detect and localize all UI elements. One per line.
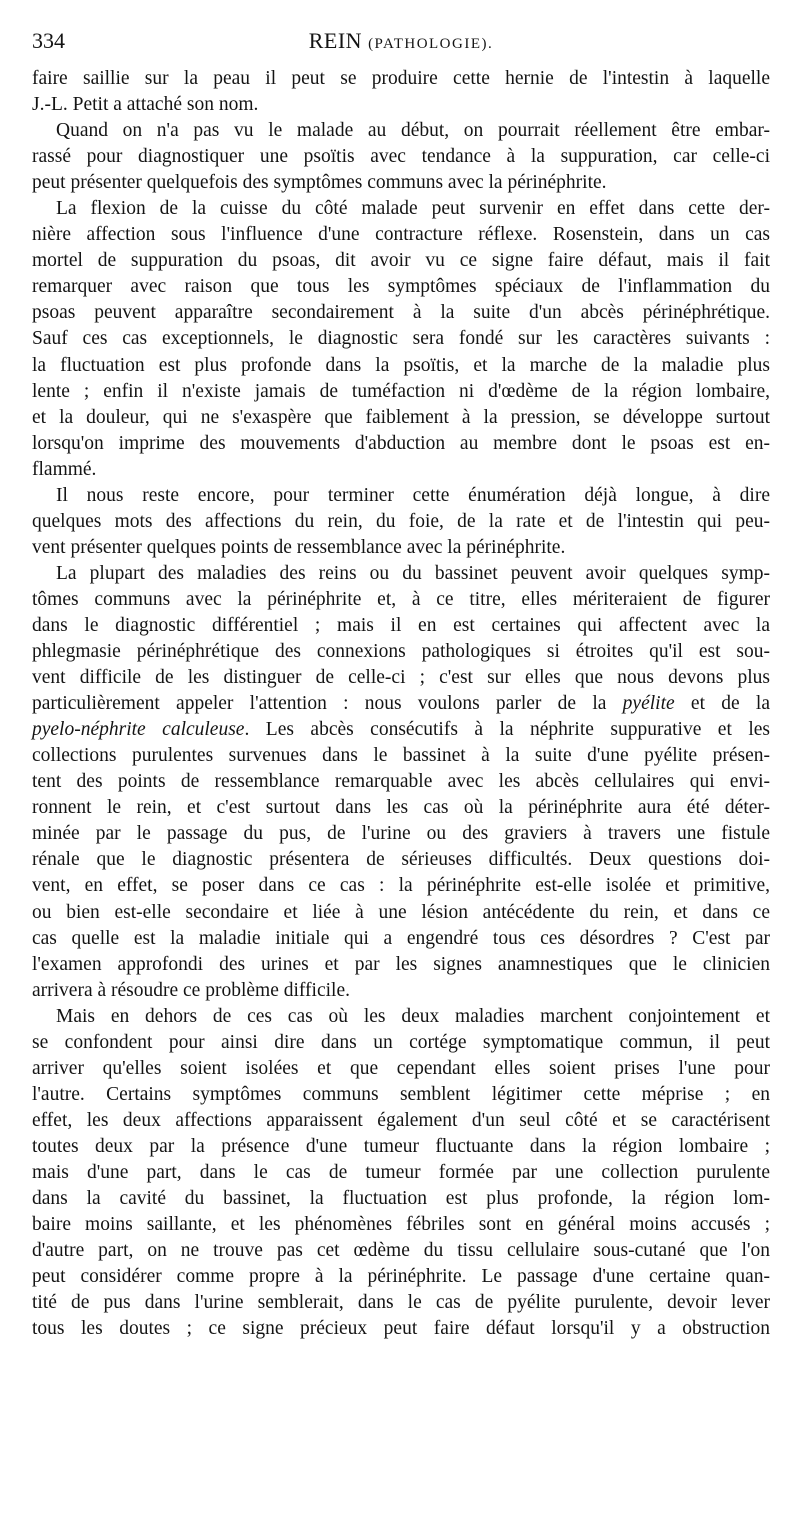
text-line: vent, en effet, se poser dans ce cas : la périnéphrite est-elle isolée et primitive, [32, 875, 770, 897]
text-line: ronnent le rein, et c'est surtout dans les cas où la périnéphrite aura été déter- [32, 797, 770, 819]
text-line: vent présenter quelques points de ressemblance avec la périnéphrite. [32, 536, 566, 558]
running-head-subtitle: (PATHOLOGIE). [368, 36, 494, 52]
text-line: se confondent pour ainsi dire dans un cortége symptomatique commun, il peut [32, 1031, 770, 1053]
text-line: flammé. [32, 458, 97, 480]
text-line: Il nous reste encore, pour terminer cette énumération déjà longue, à dire [56, 484, 770, 506]
body-text [32, 66, 770, 1342]
text-line: arrivera à résoudre ce problème difficile. [32, 979, 350, 1001]
text-line: effet, les deux affections apparaissent également d'un seul côté et se caractérisent [32, 1109, 770, 1131]
text-line: rassé pour diagnostiquer une psoïtis avec tendance à la suppuration, car celle-ci [32, 146, 770, 168]
text-line: arriver qu'elles soient isolées et que cependant elles soient prises l'une pour [32, 1057, 770, 1079]
text-line: collections purulentes survenues dans le bassinet à la suite d'une pyélite présen- [32, 745, 770, 767]
running-head-title: REIN [308, 28, 363, 53]
text-line: lente ; enfin il n'existe jamais de tuméfaction ni d'œdème de la région lombaire, [32, 380, 770, 402]
text-line: remarquer avec raison que tous les symptômes spéciaux de l'inflammation du [32, 276, 770, 298]
text-line: la fluctuation est plus profonde dans la psoïtis, et la marche de la maladie plus [32, 354, 770, 376]
text-line: dans le diagnostic différentiel ; mais il en est certaines qui affectent avec la [32, 614, 770, 636]
text-line: dans la cavité du bassinet, la fluctuation est plus profonde, la région lom- [32, 1188, 770, 1210]
text-line: toutes deux par la présence d'une tumeur fluctuante dans la région lombaire ; [32, 1135, 770, 1157]
text-line: mortel de suppuration du psoas, dit avoir vu ce signe faire défaut, mais il fait [32, 250, 770, 272]
text-line: phlegmasie périnéphrétique des connexions pathologiques si étroites qu'il est sou- [32, 641, 770, 663]
text-line: minée par le passage du pus, de l'urine ou des graviers à travers une fistule [32, 823, 770, 845]
text-line: peut considérer comme propre à la périnéphrite. Le passage d'une certaine quan- [32, 1266, 770, 1288]
text-line: faire saillie sur la peau il peut se produire cette hernie de l'intestin à laquelle [32, 68, 770, 89]
page-header [32, 28, 770, 58]
italic-term: pyélite [622, 693, 675, 715]
text-line: Mais en dehors de ces cas où les deux maladies marchent conjointement et [56, 1005, 770, 1027]
italic-term: pyelo-néphrite calculeuse [32, 719, 245, 741]
text-line: vent difficile de les distinguer de celle-ci ; c'est sur elles que nous devons plus [32, 667, 770, 689]
text-line: baire moins saillante, et les phénomènes fébriles sont en général moins accusés ; [32, 1214, 770, 1236]
text-line: lorsqu'on imprime des mouvements d'abduction au membre dont le psoas est en- [32, 432, 770, 454]
text-line: pyelo-néphrite calculeuse. Les abcès consécutifs à la néphrite suppurative et les [32, 719, 771, 741]
text-line: d'autre part, on ne trouve pas cet œdème du tissu cellulaire sous-cutané que l'on [32, 1240, 770, 1262]
text-line: Quand on n'a pas vu le malade au début, on pourrait réellement être embar- [56, 120, 770, 142]
text-line: ou bien est-elle secondaire et liée à une lésion antécédente du rein, et dans ce [32, 901, 770, 923]
text-line: Sauf ces cas exceptionnels, le diagnostic sera fondé sur les caractères suivants : [32, 328, 770, 350]
text-line: tent des points de ressemblance remarquable avec les abcès cellulaires qui envi- [32, 771, 770, 793]
text-line: tous les doutes ; ce signe précieux peut faire défaut lorsqu'il y a obstruction [32, 1318, 770, 1340]
text-line: l'examen approfondi des urines et par les signes anamnestiques que le clinicien [32, 953, 770, 975]
text-line: particulièrement appeler l'attention : nous voulons parler de la pyélite et de la [32, 693, 770, 715]
text-line: quelques mots des affections du rein, du foie, de la rate et de l'intestin qui peu- [32, 510, 770, 532]
text-line: peut présenter quelquefois des symptômes communs avec la périnéphrite. [32, 172, 607, 194]
text-line: nière affection sous l'influence d'une contracture réflexe. Rosenstein, dans un cas [32, 224, 770, 246]
text-line: rénale que le diagnostic présentera de sérieuses difficultés. Deux questions doi- [32, 849, 770, 871]
text-line: La flexion de la cuisse du côté malade peut survenir en effet dans cette der- [56, 198, 770, 220]
text-line: et la douleur, qui ne s'exaspère que faiblement à la pression, se développe surtout [32, 406, 770, 428]
text-line: tômes communs avec la périnéphrite et, à ce titre, elles mériteraient de figurer [32, 588, 770, 610]
text-line: J.-L. Petit a attaché son nom. [32, 94, 259, 116]
text-line: La plupart des maladies des reins ou du bassinet peuvent avoir quelques symp- [56, 562, 770, 584]
text-line: l'autre. Certains symptômes communs semblent légitimer cette méprise ; en [32, 1083, 770, 1105]
text-line: cas quelle est la maladie initiale qui a engendré tous ces désordres ? C'est par [32, 927, 770, 949]
text-line: mais d'une part, dans le cas de tumeur formée par une collection purulente [32, 1161, 770, 1183]
running-head [32, 28, 770, 54]
page-number: 334 [32, 28, 65, 53]
text-line: tité de pus dans l'urine semblerait, dans le cas de pyélite purulente, devoir lever [32, 1292, 770, 1314]
text-line: psoas peuvent apparaître secondairement à la suite d'un abcès périnéphrétique. [32, 302, 770, 324]
